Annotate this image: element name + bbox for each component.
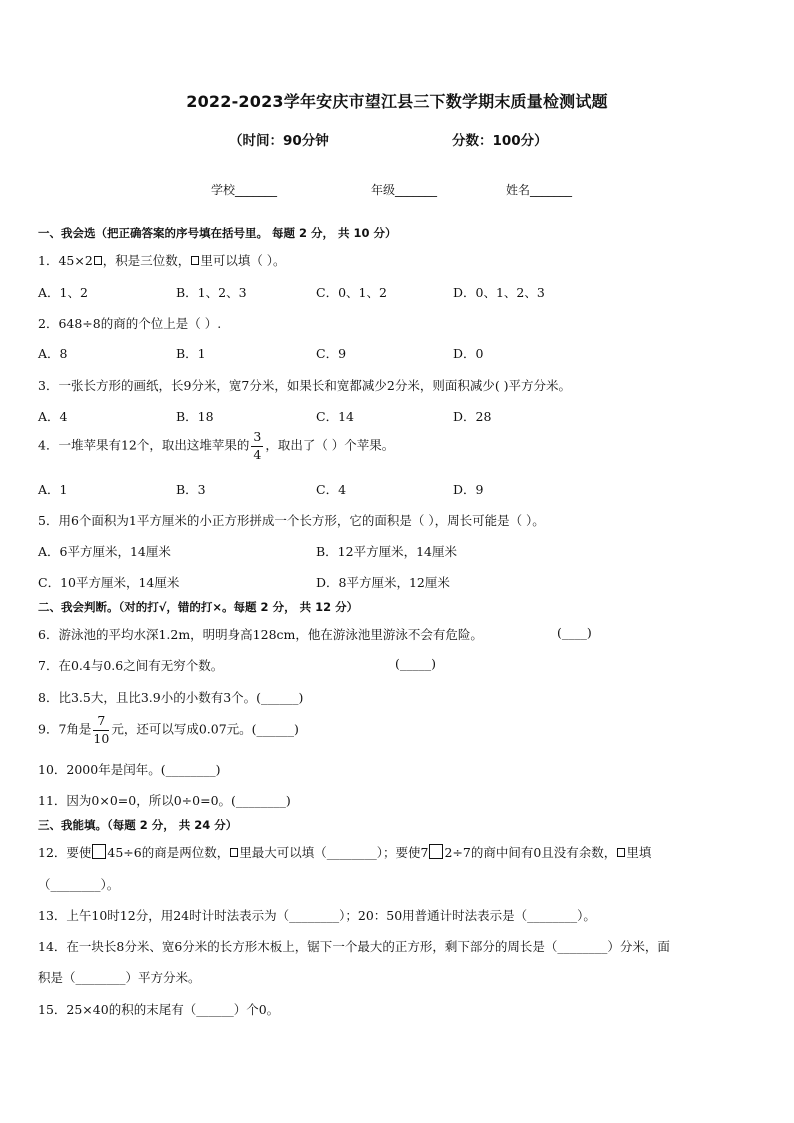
question-14-line-2: 积是（________）平方分米。	[38, 970, 201, 985]
question-15: 15．25×40的积的末尾有（______）个0。	[38, 1002, 280, 1017]
q5-option-b: B．12平方厘米，14厘米	[316, 544, 457, 559]
q4-text-a: 4．一堆苹果有12个，取出这堆苹果的	[38, 437, 250, 453]
q1-text-b: ，积是三位数，	[102, 253, 191, 268]
q3-option-c: C．14	[316, 409, 354, 424]
section-1-heading: 一、我会选（把正确答案的序号填在括号里。 每题 2 分， 共 10 分）	[38, 226, 397, 240]
q12-small-box-1	[230, 848, 238, 857]
q3-option-b: B．18	[176, 409, 214, 424]
q12-blank-box-1	[92, 844, 106, 859]
q12-text-e: 里填	[626, 845, 652, 860]
q3-option-a: A．4	[38, 409, 68, 424]
q9-fraction	[93, 715, 109, 745]
q1-blank-box	[94, 256, 102, 265]
q2-option-d: D．0	[453, 346, 484, 361]
question-2: 2．648÷8的商的个位上是（ ）.	[38, 316, 222, 331]
q4-option-d: D．9	[453, 482, 484, 497]
question-5: 5．用6个面积为1平方厘米的小正方形拼成一个长方形，它的面积是（ ），周长可能是（ ）。	[38, 513, 545, 528]
question-11: 11．因为0×0=0，所以0÷0=0。(________)	[38, 793, 291, 808]
q5-option-c: C．10平方厘米，14厘米	[38, 575, 180, 590]
q1-text-c: 里可以填（ ）。	[200, 253, 286, 268]
q4-option-a: A．1	[38, 482, 68, 497]
score-label: 分数：100分）	[452, 133, 548, 149]
school-field: 学校_______	[211, 183, 278, 197]
q9-text-b: 元，还可以写成0.07元。(______)	[111, 721, 299, 737]
question-8: 8．比3.5大，且比3.9小的小数有3个。(______)	[38, 690, 304, 705]
q1-option-a: A．1、2	[38, 285, 88, 300]
q3-option-d: D．28	[453, 409, 492, 424]
q4-text-b: ，取出了（ ）个苹果。	[265, 437, 395, 453]
time-label: （时间：90分钟	[229, 133, 329, 149]
q1-text-a: 1．45×2	[38, 253, 93, 268]
q6-answer-blank: (____)	[557, 625, 592, 640]
q2-option-c: C．9	[316, 346, 347, 361]
question-7: 7．在0.4与0.6之间有无穷个数。	[38, 658, 224, 673]
q1-blank-box-2	[191, 256, 199, 265]
question-1	[38, 251, 286, 269]
q4-fraction-numerator: 3	[251, 431, 263, 447]
q1-option-b: B．1、2、3	[176, 285, 247, 300]
q9-text-a: 9．7角是	[38, 721, 92, 737]
q1-option-c: C．0、1、2	[316, 285, 387, 300]
name-field: 姓名_______	[506, 183, 573, 197]
q7-answer-blank: (_____)	[395, 656, 437, 671]
q12-text-a: 12．要使	[38, 845, 92, 860]
question-10: 10．2000年是闰年。(________)	[38, 762, 221, 777]
q12-text-d: 2÷7的商中间有0且没有余数，	[444, 845, 617, 860]
question-12-line-2: （________）。	[38, 877, 120, 892]
question-9	[38, 715, 299, 745]
section-3-heading: 三、我能填。（每题 2 分， 共 24 分）	[38, 818, 238, 832]
q12-text-b: 45÷6的商是两位数，	[107, 845, 230, 860]
question-6: 6．游泳池的平均水深1.2m，明明身高128cm，他在游泳池里游泳不会有危险。	[38, 627, 483, 642]
q4-fraction-denominator: 4	[253, 446, 262, 462]
q4-option-c: C．4	[316, 482, 347, 497]
q2-option-b: B．1	[176, 346, 206, 361]
q9-fraction-denominator: 10	[93, 730, 110, 746]
q5-option-d: D．8平方厘米，12厘米	[316, 575, 450, 590]
exam-title: 2022-2023学年安庆市望江县三下数学期末质量检测试题	[186, 92, 608, 111]
q9-fraction-numerator: 7	[93, 715, 109, 731]
q4-option-b: B．3	[176, 482, 206, 497]
q12-small-box-2	[617, 848, 625, 857]
section-2-heading: 二、我会判断。（对的打√，错的打×。每题 2 分， 共 12 分）	[38, 600, 359, 614]
question-12	[38, 843, 651, 861]
grade-field: 年级_______	[371, 183, 438, 197]
question-14: 14．在一块长8分米、宽6分米的长方形木板上，锯下一个最大的正方形，剩下部分的周长是（________）分米，面	[38, 939, 670, 954]
q1-option-d: D．0、1、2、3	[453, 285, 545, 300]
q2-option-a: A．8	[38, 346, 68, 361]
q12-blank-box-2	[429, 844, 443, 859]
question-13: 13．上午10时12分，用24时计时法表示为（________）；20：50用普通计时法表示是（________）。	[38, 908, 596, 923]
q4-fraction	[251, 431, 263, 461]
q12-text-c: 里最大可以填（________）；要使7	[239, 845, 429, 860]
question-3: 3．一张长方形的画纸，长9分米，宽7分米，如果长和宽都减少2分米，则面积减少( )平方分米。	[38, 378, 572, 393]
question-4	[38, 431, 394, 461]
q5-option-a: A．6平方厘米，14厘米	[38, 544, 171, 559]
